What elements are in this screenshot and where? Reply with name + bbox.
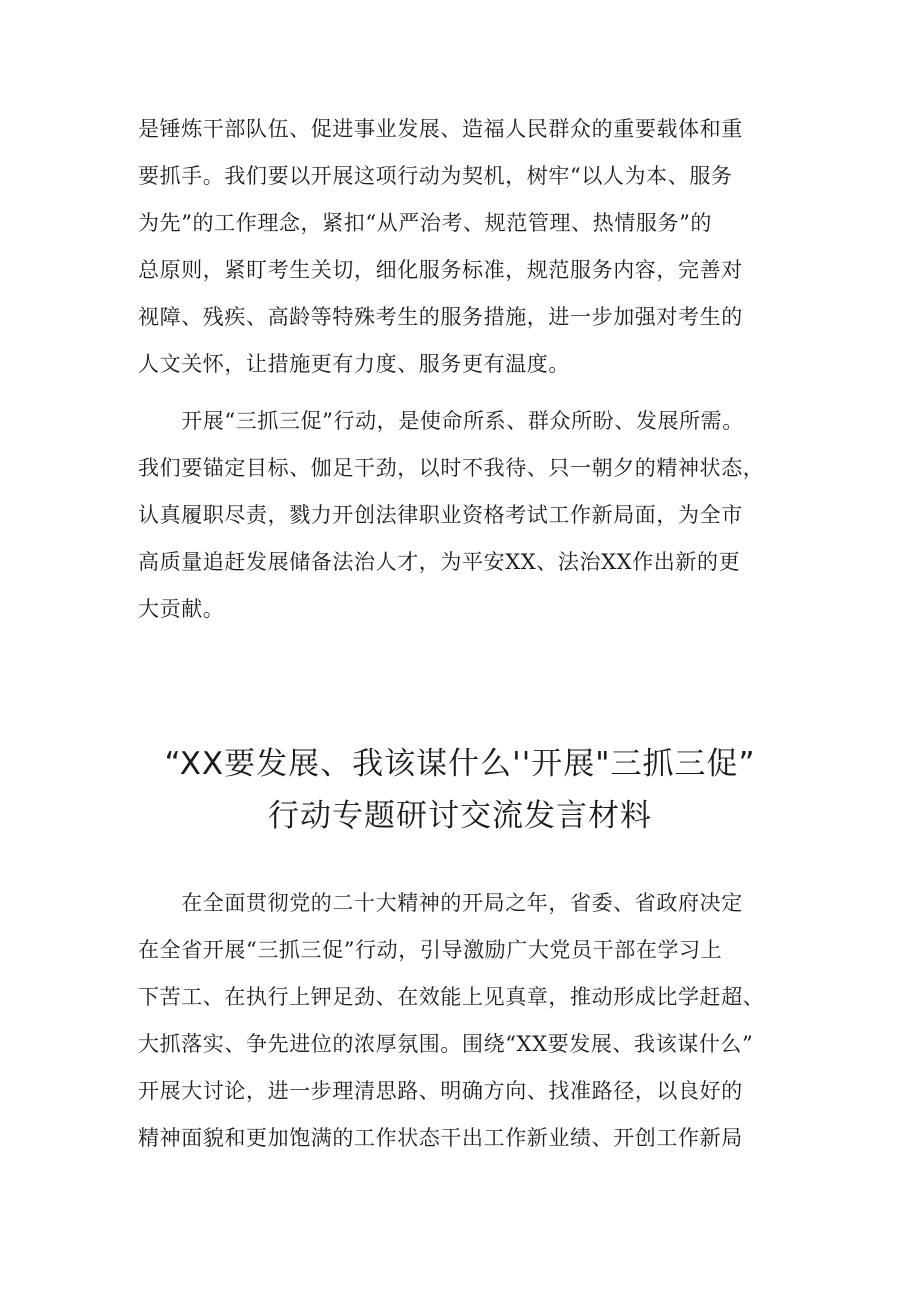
text-line: 开展“三抓三促”行动，是使命所系、群众所盼、发展所需。 [138, 409, 744, 433]
text-line: 开展大讨论，进一步理清思路、明确方向、找准路径，以良好的 [138, 1079, 743, 1103]
paragraph-3 [138, 880, 790, 1162]
section-title [100, 738, 820, 842]
text-line: 总原则，紧盯考生关切，细化服务标准，规范服务内容，完善对 [138, 258, 743, 282]
text-line: 在全面贯彻党的二十大精神的开局之年，省委、省政府决定 [138, 891, 743, 915]
text-line: 大抓落实、争先进位的浓厚氛围。围绕“XX要发展、我该谋什么” [138, 1032, 754, 1056]
text-line: 高质量追赶发展储备法治人才，为平安XX、法治XX作出新的更 [138, 550, 741, 574]
text-line: 为先”的工作理念，紧扣“从严治考、规范管理、热情服务”的 [138, 211, 713, 235]
text-line: 精神面貌和更加饱满的工作状态干出工作新业绩、开创工作新局 [138, 1126, 743, 1150]
text-line: 人文关怀，让措施更有力度、服务更有温度。 [138, 352, 570, 376]
text-line: 我们要锚定目标、伽足干劲，以时不我待、只一朝夕的精神状态， [138, 456, 765, 480]
text-line: 大贡献。 [138, 597, 225, 621]
paragraph-1 [138, 106, 790, 388]
text-line: 下苦工、在执行上钾足劲、在效能上见真章，推动形成比学赶超、 [138, 985, 765, 1009]
text-line: 要抓手。我们要以开展这项行动为契机，树牢“以人为本、服务 [138, 164, 733, 188]
text-line: 在全省开展“三抓三促”行动，引导激励广大党员干部在学习上 [138, 938, 723, 962]
text-line: 认真履职尽责，戮力开创法律职业资格考试工作新局面，为全市 [138, 503, 743, 527]
title-line: 行动专题研讨交流发言材料 [268, 798, 652, 834]
text-line: 视障、残疾、高龄等特殊考生的服务措施，进一步加强对考生的 [138, 305, 743, 329]
title-line: “XX要发展、我该谋什么''开展"三抓三促” [164, 746, 756, 782]
text-line: 是锤炼干部队伍、促进事业发展、造福人民群众的重要载体和重 [138, 117, 743, 141]
paragraph-2 [138, 398, 790, 633]
